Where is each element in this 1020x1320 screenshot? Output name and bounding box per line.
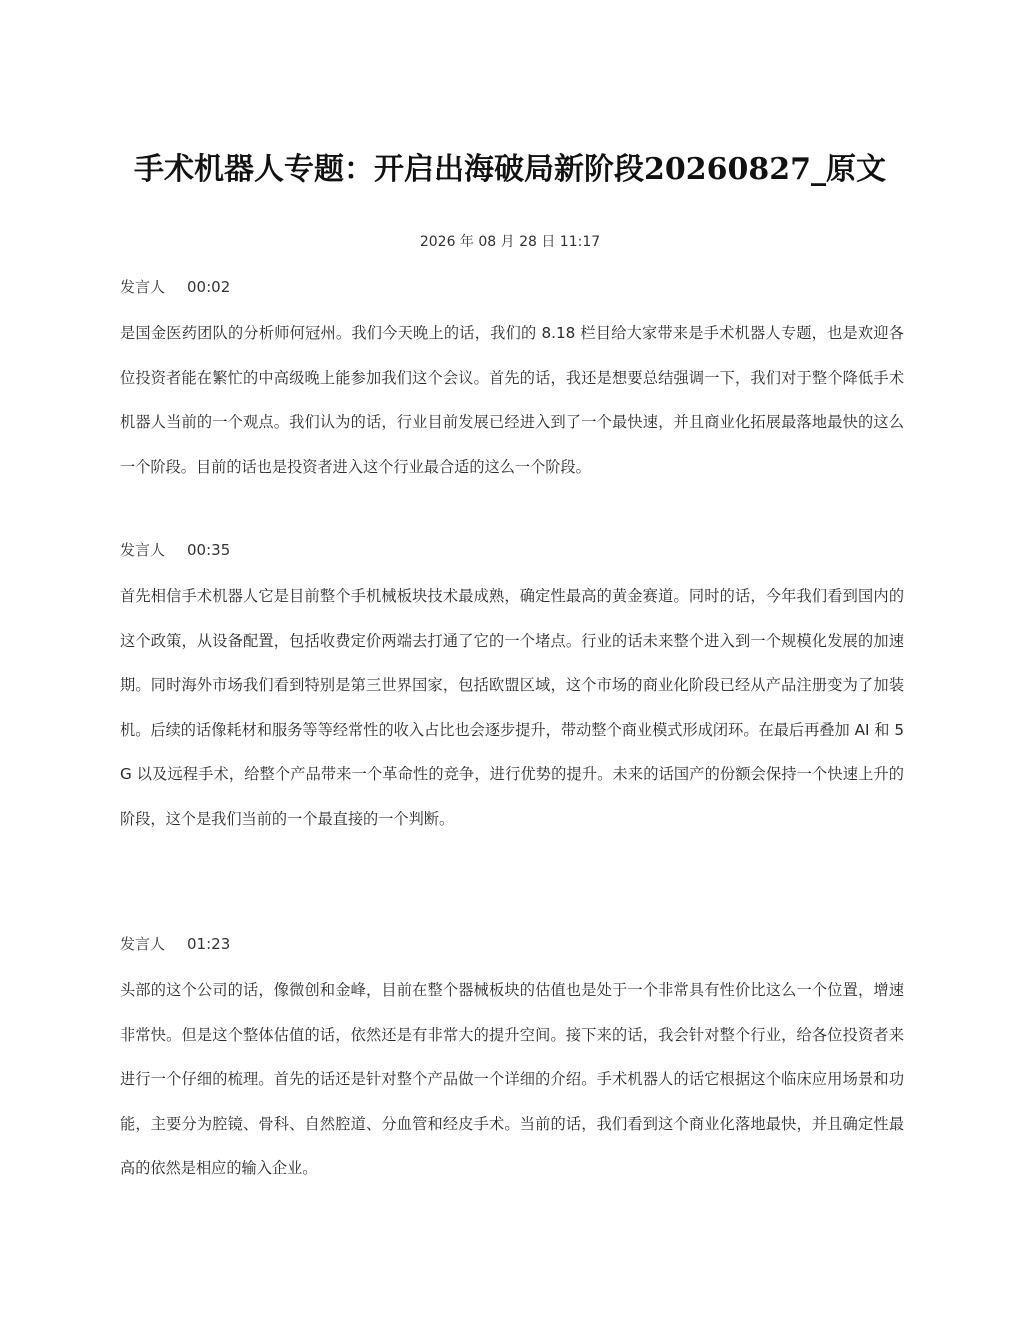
speaker-name: 发言人 [120,935,166,953]
transcript-section [120,539,904,841]
transcript-section [120,276,904,489]
speaker-line [120,539,904,561]
transcript-section [120,933,904,1191]
speaker-name: 发言人 [120,278,166,296]
document-title: 手术机器人专题：开启出海破局新阶段20260827_原文 [134,152,886,187]
transcript-paragraph: 头部的这个公司的话，像微创和金峰，目前在整个器械板块的估值也是处于一个非常具有性价比这么一个位置，增速非常快。但是这个整体估值的话，依然还是有非常大的提升空间。接下来的话，我会针对整个行业，给各位投资者来进行一个仔细的梳理。首先的话还是针对整个产品做一个详细的介绍。手术机器人的话它根据这个临床应用场景和功能，主要分为腔镜、骨科、自然腔道、分血管和经皮手术。当前的话，我们看到这个商业化落地最快，并且确定性最高的依然是相应的输入企业。 [120,981,904,1177]
document-date: 2026 年 08 月 28 日 11:17 [419,234,601,250]
transcript-paragraph: 首先相信手术机器人它是目前整个手机械板块技术最成熟，确定性最高的黄金赛道。同时的话，今年我们看到国内的这个政策，从设备配置，包括收费定价两端去打通了它的一个堵点。行业的话未来整个进入到一个规模化发展的加速期。同时海外市场我们看到特别是第三世界国家，包括欧盟区域，这个市场的商业化阶段已经从产品注册变为了加装机。后续的话像耗材和服务等等经常性的收入占比也会逐步提升，带动整个商业模式形成闭环。在最后再叠加 AI 和 5G 以及远程手术，给整个产品带来一个革命性的竞争，进行优势的提升。未来的话国产的份额会保持一个快速上升的阶段，这个是我们当前的一个最直接的一个判断。 [120,587,904,828]
speaker-line [120,276,904,298]
timestamp: 00:35 [187,541,231,559]
timestamp: 00:02 [187,278,231,296]
transcript-paragraph: 是国金医药团队的分析师何冠州。我们今天晚上的话，我们的 8.18 栏目给大家带来是手术机器人专题，也是欢迎各位投资者能在繁忙的中高级晚上能参加我们这个会议。首先的话，我还是想要总结强调一下，我们对于整个降低手术机器人当前的一个观点。我们认为的话，行业目前发展已经进入到了一个最快速，并且商业化拓展最落地最快的这么一个阶段。目前的话也是投资者进入这个行业最合适的这么一个阶段。 [120,324,904,476]
speaker-name: 发言人 [120,541,166,559]
speaker-line [120,933,904,955]
timestamp: 01:23 [187,935,231,953]
